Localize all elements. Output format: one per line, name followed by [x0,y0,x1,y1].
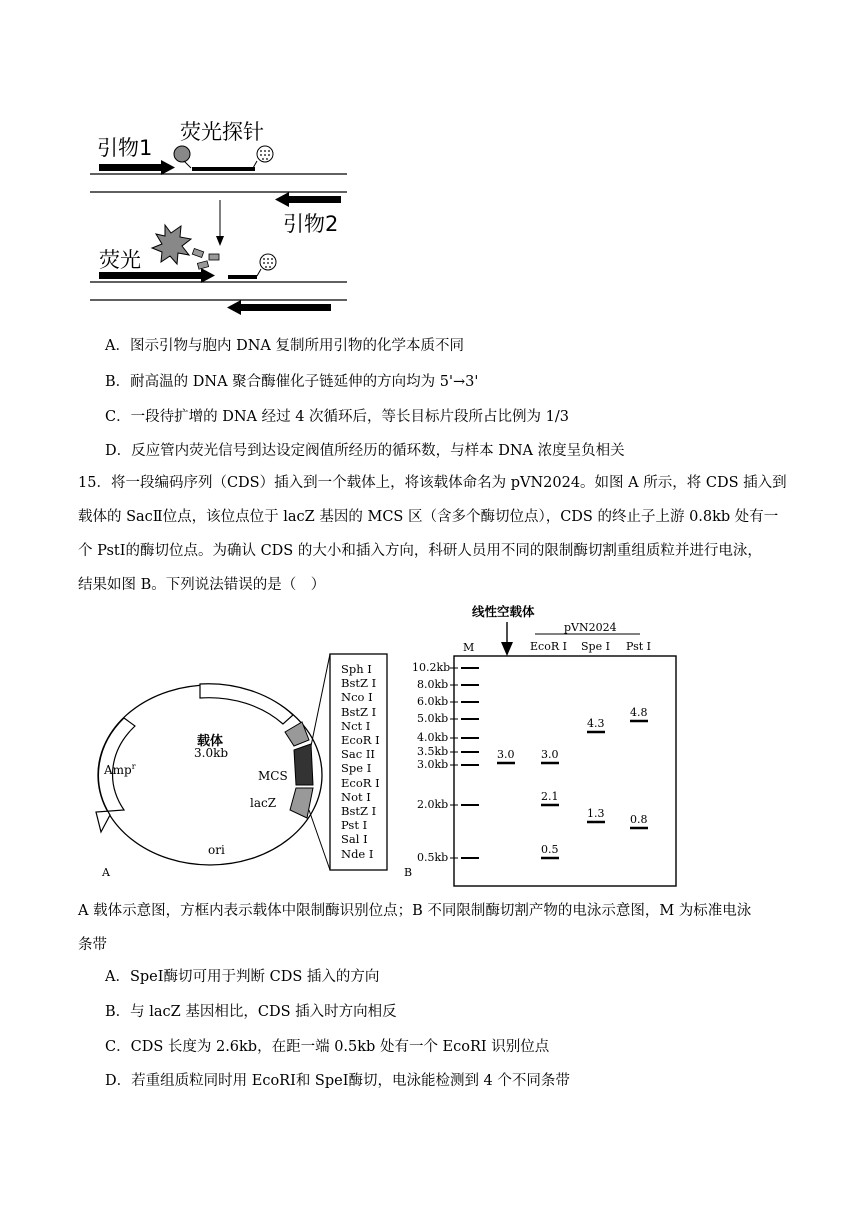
restriction-site-list [341,662,380,861]
linear-vector-label: 线性空载体 [472,604,535,619]
site-item: Not I [341,789,371,804]
probe-label: 荧光探针 [180,120,264,144]
figure-caption-line-2: 条带 [78,937,107,953]
marker-label: 3.5kb [417,745,449,758]
band-label: 2.1 [541,790,559,803]
lane-label-ecori: EcoR I [530,640,567,653]
lane-label-spei: Spe I [581,640,610,653]
site-item: Pst I [341,818,368,833]
amp-text: Amp [104,763,132,777]
site-item: Spe I [341,761,372,776]
probe-diagram [85,112,355,322]
mcs-label: MCS [258,769,288,783]
site-item: Sac II [341,747,375,762]
q15-option-d: D．若重组质粒同时用 EcoRⅠ和 SpeⅠ酶切，电泳能检测到 4 个不同条带 [105,1073,570,1089]
q15-stem-line-3: 个 PstⅠ的酶切位点。为确认 CDS 的大小和插入方向，科研人员用不同的限制酶切割重组质粒并进行电泳， [78,543,762,559]
gel-figure [400,600,690,890]
marker-label: 6.0kb [417,695,449,708]
site-item: Nde I [341,846,374,861]
marker-label: 0.5kb [417,851,449,864]
plasmid-label: pVN2024 [564,621,617,634]
site-item: BstZ I [341,676,377,691]
q14-option-a: A．图示引物与胞内 DNA 复制所用引物的化学本质不同 [105,338,464,354]
q15-option-b: B．与 lacZ 基因相比，CDS 插入时方向相反 [105,1004,397,1020]
marker-label: 2.0kb [417,798,449,811]
site-item: EcoR I [341,733,380,748]
marker-label: 8.0kb [417,678,449,691]
band-label: 4.3 [587,717,605,730]
site-item: EcoR I [341,775,380,790]
q15-stem-line-2: 载体的 SacⅡ位点，该位点位于 lacZ 基因的 MCS 区（含多个酶切位点），CDS 的终止子上游 0.8kb 处有一 [78,509,779,525]
q15-option-a: A．SpeⅠ酶切可用于判断 CDS 插入的方向 [105,969,380,985]
band-label: 0.5 [541,843,559,856]
panel-a-label: A [102,866,110,879]
marker-label: 4.0kb [417,731,449,744]
q14-option-d: D．反应管内荧光信号到达设定阀值所经历的循环数，与样本 DNA 浓度呈负相关 [105,443,625,459]
q14-option-c: C．一段待扩增的 DNA 经过 4 次循环后，等长目标片段所占比例为 1/3 [105,409,569,425]
q15-option-c: C．CDS 长度为 2.6kb，在距一端 0.5kb 处有一个 EcoRI 识别位点 [105,1039,550,1055]
amp-label [104,762,136,777]
figure-caption-line-1: A 载体示意图，方框内表示载体中限制酶识别位点；B 不同限制酶切割产物的电泳示意图，M 为标准电泳 [78,903,752,919]
band-label: 3.0 [541,748,559,761]
panel-b-label: B [404,866,413,879]
fluorescence-label: 荧光 [99,248,141,272]
site-item: Sal I [341,832,368,847]
lacz-label: lacZ [250,796,277,810]
vector-size-label: 3.0kb [194,746,229,760]
primer2-label: 引物2 [283,212,339,236]
amp-superscript: r [131,762,136,771]
site-item: Nco I [341,690,373,705]
site-item: Sph I [341,662,372,676]
band-label: 3.0 [497,748,515,761]
marker-label: 10.2kb [412,661,451,674]
vector-map [80,640,400,880]
q14-option-b: B．耐高温的 DNA 聚合酶催化子链延伸的方向均为 5'→3' [105,374,479,390]
vector-label: 载体 [197,734,224,749]
m-lane-label: M [463,641,475,654]
site-item: Nct I [341,718,371,733]
lane-label-psti: Pst I [626,640,652,653]
band-label: 4.8 [630,706,648,719]
band-label: 0.8 [630,813,648,826]
marker-label: 3.0kb [417,758,449,771]
marker-label: 5.0kb [417,712,449,725]
ori-label: ori [208,843,225,857]
site-item: BstZ I [341,704,377,719]
primer1-label: 引物1 [97,136,153,160]
q15-stem-line-1: 15．将一段编码序列（CDS）插入到一个载体上，将该载体命名为 pVN2024。如图 A 所示，将 CDS 插入到 [78,475,787,491]
band-label: 1.3 [587,807,605,820]
site-item: BstZ I [341,804,377,819]
q15-stem-line-4: 结果如图 B。下列说法错误的是（ ） [78,577,326,593]
